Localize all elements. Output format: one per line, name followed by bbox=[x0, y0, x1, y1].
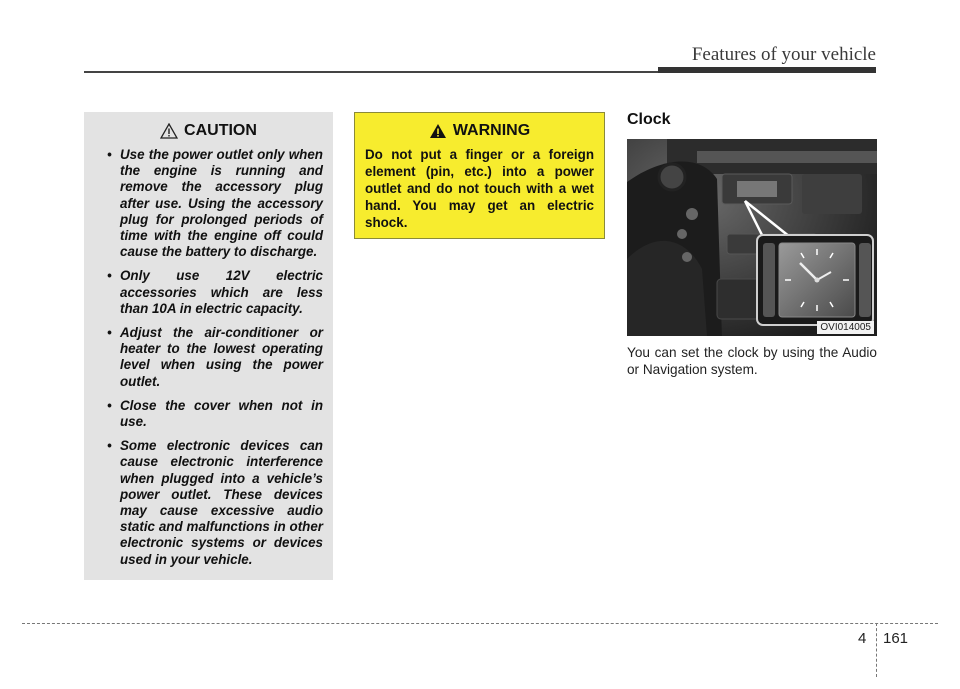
warning-triangle-icon bbox=[429, 123, 447, 139]
caution-title: CAUTION bbox=[184, 122, 257, 139]
clock-photo bbox=[627, 139, 877, 336]
caution-item: • Close the cover when not in use. bbox=[94, 398, 323, 430]
page-header-title: Features of your vehicle bbox=[691, 44, 876, 65]
page-number: 161 bbox=[883, 630, 909, 647]
warning-title: WARNING bbox=[452, 122, 531, 139]
caution-item: • Some electronic devices can cause electronic interference when plugged into a vehicle’s power outlet. These devices may cause excessive audio static and malfunctions in other electronic systems or devices used in your vehicle. bbox=[94, 438, 323, 568]
footer-divider bbox=[876, 623, 877, 677]
header-rule-accent bbox=[658, 67, 876, 73]
caution-item: • Only use 12V electric accessories which are less than 10A in electric capacity. bbox=[94, 268, 323, 317]
clock-body-text: You can set the clock by using the Audio or Navigation system. bbox=[627, 345, 877, 377]
header-rule bbox=[84, 71, 658, 73]
caution-item: • Use the power outlet only when the engine is running and remove the accessory plug after use. Using the accessory plug for prolonged periods of time with the engine off could cause the battery to discharge. bbox=[94, 147, 323, 260]
footer-rule bbox=[22, 623, 938, 624]
caution-header bbox=[94, 122, 323, 140]
chapter-number: 4 bbox=[858, 630, 867, 647]
warning-box bbox=[354, 112, 605, 239]
warning-text: Do not put a finger or a foreign element (pin, etc.) into a power outlet and do not touch with a wet hand. You may get an electric shock. bbox=[365, 147, 594, 230]
image-code-label: OVI014005 bbox=[817, 321, 874, 334]
caution-triangle-icon bbox=[160, 123, 178, 139]
warning-header bbox=[365, 122, 594, 140]
dashboard-clock-illustration bbox=[627, 139, 877, 336]
clock-heading: Clock bbox=[627, 111, 671, 128]
caution-item: • Adjust the air-conditioner or heater to the lowest operating level when using the power outlet. bbox=[94, 325, 323, 390]
caution-box bbox=[84, 112, 333, 580]
caution-list bbox=[94, 147, 323, 568]
